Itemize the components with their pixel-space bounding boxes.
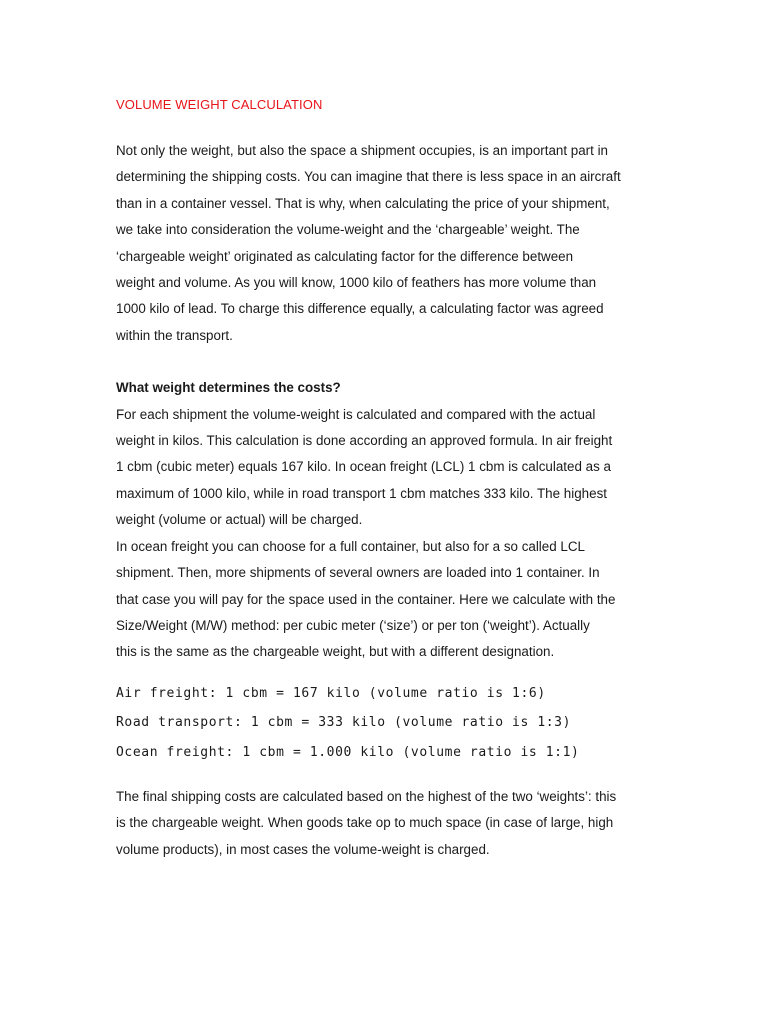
section-line: 1 cbm (cubic meter) equals 167 kilo. In ocean freight (LCL) 1 cbm is calculated as a — [116, 459, 611, 475]
section-line: shipment. Then, more shipments of several owners are loaded into 1 container. In — [116, 565, 600, 581]
closing-line: volume products), in most cases the volume-weight is charged. — [116, 841, 490, 857]
section-line: For each shipment the volume-weight is calculated and compared with the actual — [116, 406, 596, 422]
ratio-road-transport: Road transport: 1 cbm = 333 kilo (volume ratio is 1:3) — [116, 715, 572, 731]
intro-line: weight and volume. As you will know, 1000 kilo of feathers has more volume than — [116, 275, 597, 291]
ratio-air-freight: Air freight: 1 cbm = 167 kilo (volume ratio is 1:6) — [116, 685, 546, 701]
section-line: maximum of 1000 kilo, while in road transport 1 cbm matches 333 kilo. The highest — [116, 485, 607, 501]
intro-line: within the transport. — [116, 327, 233, 343]
ratio-ocean-freight: Ocean freight: 1 cbm = 1.000 kilo (volume ratio is 1:1) — [116, 744, 580, 760]
intro-line: determining the shipping costs. You can imagine that there is less space in an aircraft — [116, 169, 621, 185]
section-paragraph-2 — [116, 534, 656, 666]
document-title: VOLUME WEIGHT CALCULATION — [116, 97, 323, 112]
volume-ratio-list — [116, 679, 656, 767]
section-line: weight (volume or actual) will be charged. — [116, 512, 363, 528]
closing-line: The final shipping costs are calculated based on the highest of the two ‘weights’: this — [116, 788, 617, 804]
paragraph-spacer — [116, 349, 656, 375]
intro-line: ‘chargeable weight’ originated as calculating factor for the difference between — [116, 248, 574, 264]
intro-line: 1000 kilo of lead. To charge this difference equally, a calculating factor was agreed — [116, 301, 604, 317]
section-line: that case you will pay for the space used in the container. Here we calculate with the — [116, 591, 616, 607]
intro-line: than in a container vessel. That is why, when calculating the price of your shipment, — [116, 195, 610, 211]
document-content — [116, 93, 656, 863]
closing-line: is the chargeable weight. When goods take op to much space (in case of large, high — [116, 815, 614, 831]
intro-paragraph — [116, 138, 656, 349]
section-line: weight in kilos. This calculation is done according an approved formula. In air freight — [116, 433, 613, 449]
intro-line: Not only the weight, but also the space a shipment occupies, is an important part in — [116, 143, 609, 158]
section-heading: What weight determines the costs? — [116, 380, 341, 396]
section-line: Size/Weight (M/W) method: per cubic meter (‘size’) or per ton (‘weight’). Actually — [116, 617, 590, 633]
intro-line: we take into consideration the volume-weight and the ‘chargeable’ weight. The — [116, 222, 580, 238]
section-line: In ocean freight you can choose for a full container, but also for a so called LCL — [116, 538, 585, 554]
section-line: this is the same as the chargeable weight, but with a different designation. — [116, 644, 555, 660]
section-paragraph-1 — [116, 402, 656, 534]
closing-paragraph — [116, 784, 656, 863]
